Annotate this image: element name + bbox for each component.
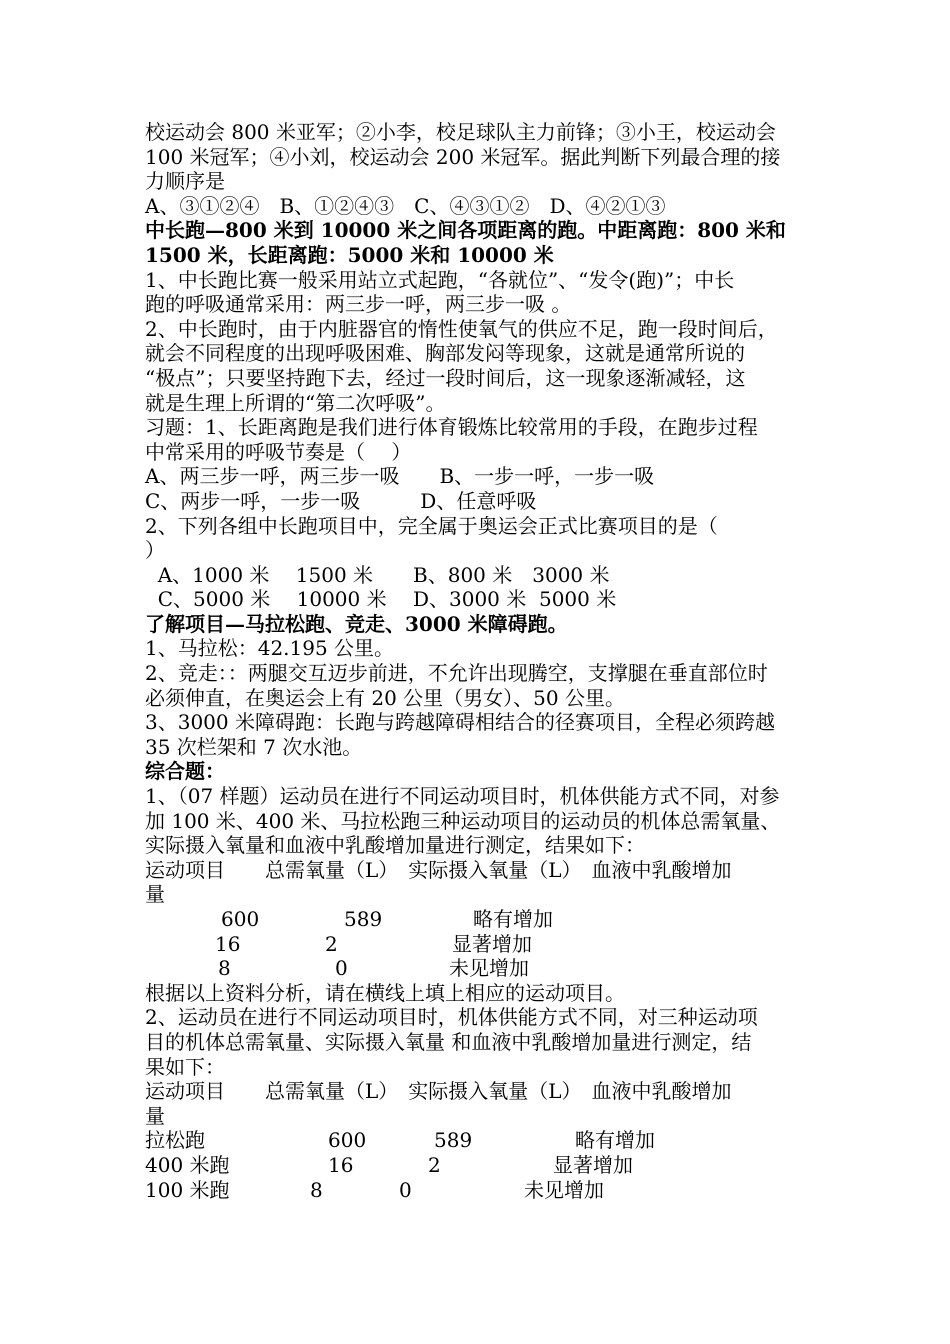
table-cell: 2 bbox=[428, 1152, 441, 1177]
table-header: 运动项目 总需氧量（L） 实际摄入氧量（L） 血液中乳酸增加 bbox=[145, 1079, 732, 1104]
table-cell: 589 bbox=[434, 1128, 473, 1153]
section-heading: 综合题： bbox=[145, 759, 225, 784]
text-line: 3、3000 米障碍跑：长跑与跨越障碍相结合的径赛项目，全程必须跨越 bbox=[145, 710, 775, 735]
text-line: 2、下列各组中长跑项目中，完全属于奥运会正式比赛项目的是（ bbox=[145, 513, 718, 538]
text-line: 力顺序是 bbox=[145, 169, 225, 194]
text-line: 就是生理上所谓的“第二次呼吸”。 bbox=[145, 390, 446, 415]
text-line: 100 米冠军；④小刘，校运动会 200 米冠军。据此判断下列最合理的接 bbox=[145, 144, 781, 169]
text-line: 中常采用的呼吸节奏是（ ） bbox=[145, 439, 412, 464]
text-line: 1、（07 样题）运动员在进行不同运动项目时，机体供能方式不同，对参 bbox=[145, 784, 780, 809]
table-cell: 略有增加 bbox=[575, 1128, 655, 1153]
text-line: 2、运动员在进行不同运动项目时，机体供能方式不同，对三种运动项 bbox=[145, 1005, 758, 1030]
text-line: 1、马拉松：42.195 公里。 bbox=[145, 636, 395, 661]
text-line: 跑的呼吸通常采用：两三步一呼，两三步一吸 。 bbox=[145, 292, 572, 317]
text-line: “极点”；只要坚持跑下去，经过一段时间后，这一现象逐渐减轻，这 bbox=[145, 365, 746, 390]
table-cell: 8 bbox=[218, 956, 231, 981]
table-row bbox=[145, 1128, 825, 1153]
text-line: 2、中长跑时，由于内脏器官的惰性使氧气的供应不足，跑一段时间后， bbox=[145, 316, 778, 341]
text-line: 1、中长跑比赛一般采用站立式起跑，“各就位”、“发令(跑)”；中长 bbox=[145, 267, 735, 292]
table-cell: 400 米跑 bbox=[145, 1152, 230, 1177]
table-cell: 0 bbox=[399, 1177, 412, 1202]
text-line: 必须伸直，在奥运会上有 20 公里（男女）、50 公里。 bbox=[145, 685, 625, 710]
table-header: 量 bbox=[145, 882, 165, 907]
table-row bbox=[145, 932, 825, 957]
section-heading: 中长跑—800 米到 10000 米之间各项距离的跑。中距离跑：800 米和 bbox=[145, 218, 786, 243]
table-cell: 8 bbox=[310, 1177, 323, 1202]
options-line: C、两步一呼，一步一吸 D、任意呼吸 bbox=[145, 488, 537, 513]
table-cell: 显著增加 bbox=[452, 931, 532, 956]
options-line: C、5000 米 10000 米 D、3000 米 5000 米 bbox=[145, 587, 617, 612]
table-cell: 16 bbox=[328, 1152, 354, 1177]
section-heading: 了解项目—马拉松跑、竞走、3000 米障碍跑。 bbox=[145, 611, 568, 636]
text-line: 实际摄入氧量和血液中乳酸增加量进行测定，结果如下： bbox=[145, 833, 645, 858]
table-header: 量 bbox=[145, 1103, 165, 1128]
table-row bbox=[145, 907, 825, 932]
table-cell: 拉松跑 bbox=[145, 1128, 205, 1153]
options-line: A、1000 米 1500 米 B、800 米 3000 米 bbox=[145, 562, 610, 587]
table-cell: 100 米跑 bbox=[145, 1177, 230, 1202]
table-row bbox=[145, 1178, 825, 1203]
section-heading: 1500 米，长距离跑：5000 米和 10000 米 bbox=[145, 242, 554, 267]
table-cell: 未见增加 bbox=[449, 956, 529, 981]
table-cell: 600 bbox=[221, 907, 260, 931]
table-cell: 589 bbox=[344, 907, 383, 931]
text-line: 目的机体总需氧量、实际摄入氧量 和血液中乳酸增加量进行测定，结 bbox=[145, 1029, 752, 1054]
table-cell: 略有增加 bbox=[473, 907, 553, 931]
table-cell: 2 bbox=[325, 931, 338, 956]
table-cell: 16 bbox=[215, 931, 241, 956]
table-cell: 0 bbox=[335, 956, 348, 981]
text-line: 加 100 米、400 米、马拉松跑三种运动项目的运动员的机体总需氧量、 bbox=[145, 808, 781, 833]
table-cell: 600 bbox=[328, 1128, 367, 1153]
table-row bbox=[145, 1153, 825, 1178]
text-line: 果如下： bbox=[145, 1054, 225, 1079]
text-line: 35 次栏架和 7 次水池。 bbox=[145, 734, 363, 759]
table-cell: 显著增加 bbox=[553, 1152, 633, 1177]
table-header: 运动项目 总需氧量（L） 实际摄入氧量（L） 血液中乳酸增加 bbox=[145, 857, 732, 882]
text-line: 根据以上资料分析，请在横线上填上相应的运动项目。 bbox=[145, 980, 625, 1005]
document-body bbox=[145, 120, 825, 1202]
text-line: ） bbox=[145, 538, 165, 563]
text-line: 习题：1、长距离跑是我们进行体育锻炼比较常用的手段，在跑步过程 bbox=[145, 415, 758, 440]
text-line: 校运动会 800 米亚军；②小李，校足球队主力前锋；③小王，校运动会 bbox=[145, 120, 776, 144]
options-line: A、两三步一呼，两三步一吸 B、一步一呼，一步一吸 bbox=[145, 464, 655, 489]
options-line: A、③①②④ B、①②④③ C、④③①② D、④②①③ bbox=[145, 193, 666, 218]
text-line: 就会不同程度的出现呼吸困难、胸部发闷等现象，这就是通常所说的 bbox=[145, 341, 745, 366]
table-cell: 未见增加 bbox=[524, 1177, 604, 1202]
table-row bbox=[145, 956, 825, 981]
text-line: 2、竞走：：两腿交互迈步前进，不允许出现腾空，支撑腿在垂直部位时 bbox=[145, 661, 768, 686]
